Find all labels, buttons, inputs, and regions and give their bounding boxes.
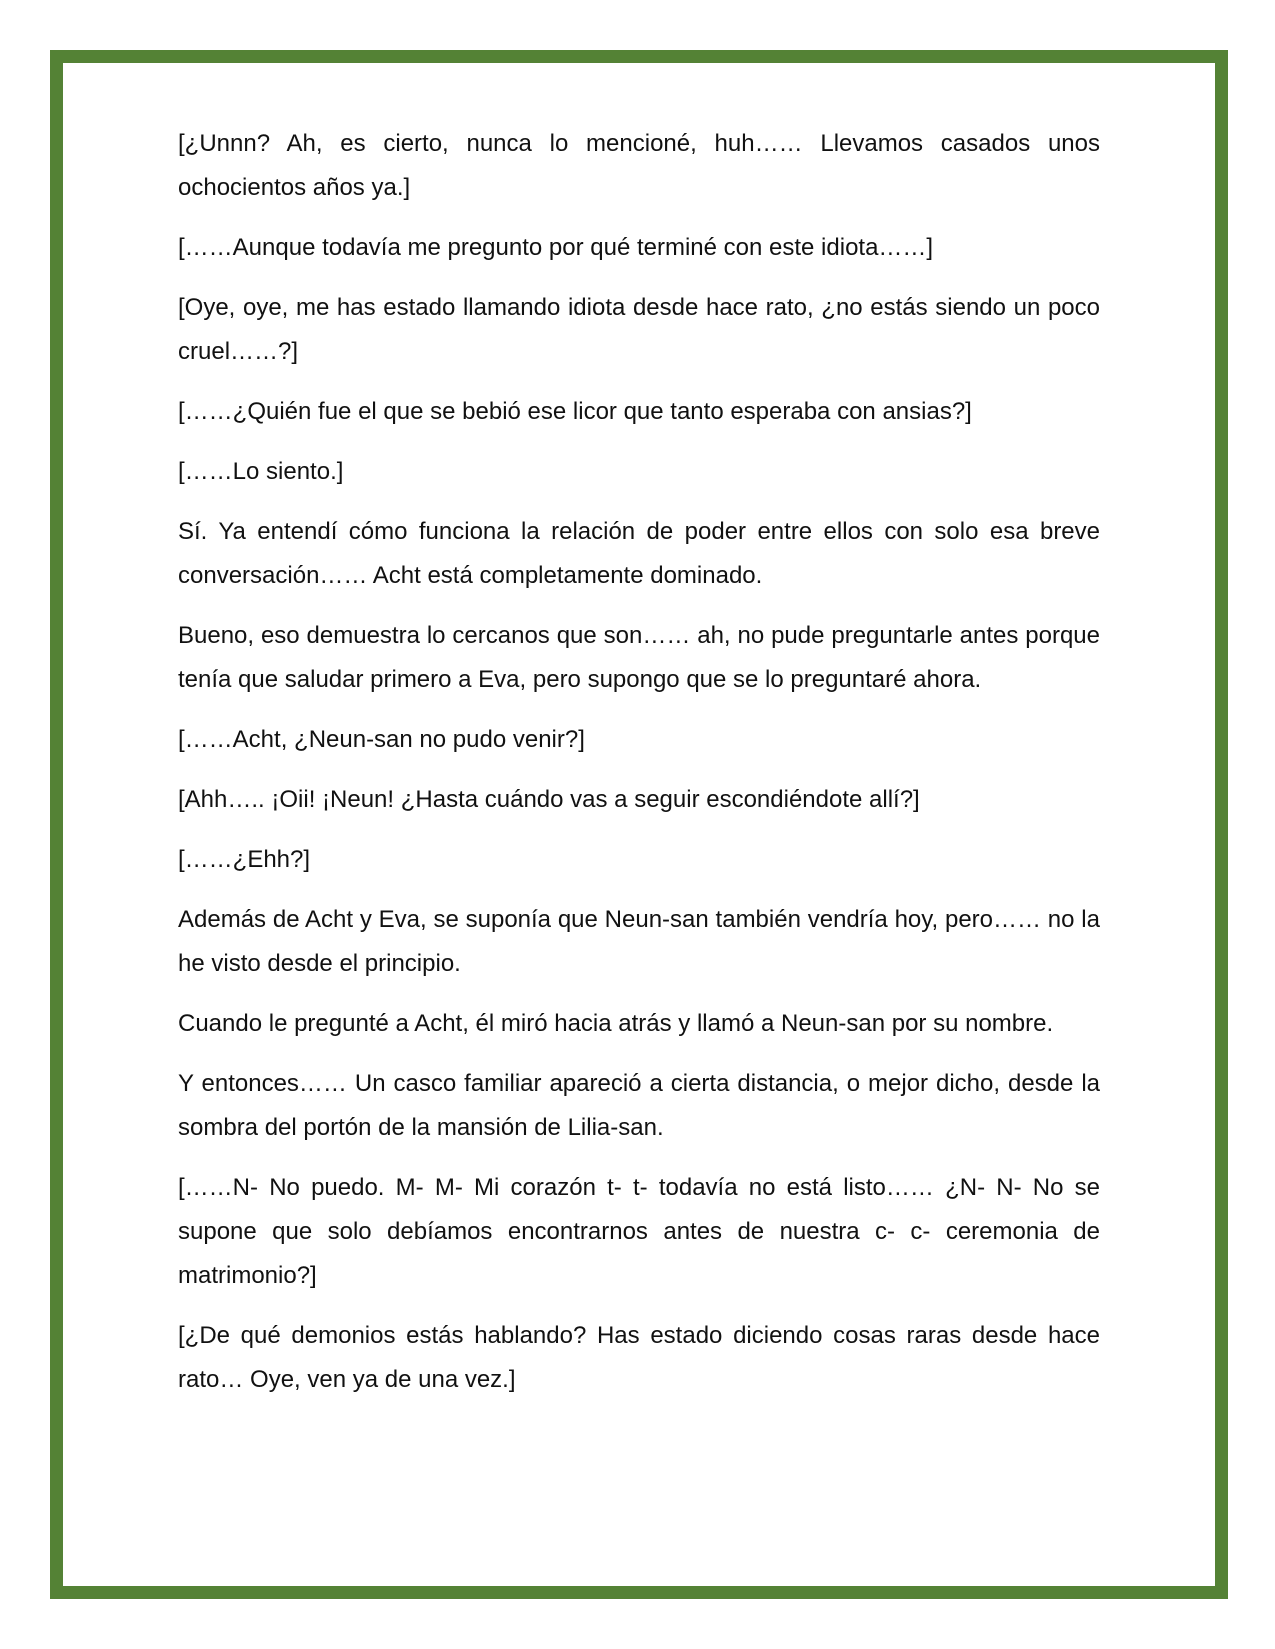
paragraph: Sí. Ya entendí cómo funciona la relación de poder entre ellos con solo esa breve conversación…… Acht está completamente dominado. xyxy=(178,518,1100,589)
paragraph: [¿Unnn? Ah, es cierto, nunca lo mencioné, huh…… Llevamos casados unos ochocientos años ya.] xyxy=(178,130,1100,201)
paragraph: Cuando le pregunté a Acht, él miró hacia atrás y llamó a Neun-san por su nombre. xyxy=(178,1010,1054,1037)
paragraph: Además de Acht y Eva, se suponía que Neun-san también vendría hoy, pero…… no la he visto desde el principio. xyxy=(178,906,1100,977)
paragraph: [……Lo siento.] xyxy=(178,458,344,485)
paragraph: [……Acht, ¿Neun-san no pudo venir?] xyxy=(178,726,585,753)
paragraph: [……N- No puedo. M- M- Mi corazón t- t- todavía no está listo…… ¿N- N- No se supone que solo debíamos encontrarnos antes de nuestra c- c- ceremonia de matrimonio?] xyxy=(178,1174,1100,1289)
document-body xyxy=(178,122,1100,1418)
paragraph: [Ahh….. ¡Oii! ¡Neun! ¿Hasta cuándo vas a seguir escondiéndote allí?] xyxy=(178,786,920,813)
paragraph: [……¿Ehh?] xyxy=(178,846,311,873)
paragraph: Y entonces…… Un casco familiar apareció a cierta distancia, o mejor dicho, desde la sombra del portón de la mansión de Lilia-san. xyxy=(178,1070,1100,1141)
paragraph: [……Aunque todavía me pregunto por qué terminé con este idiota……] xyxy=(178,234,934,261)
paragraph: [¿De qué demonios estás hablando? Has estado diciendo cosas raras desde hace rato… Oye, ven ya de una vez.] xyxy=(178,1322,1100,1393)
paragraph: Bueno, eso demuestra lo cercanos que son…… ah, no pude preguntarle antes porque tenía que saludar primero a Eva, pero supongo que se lo preguntaré ahora. xyxy=(178,622,1100,693)
paragraph: [……¿Quién fue el que se bebió ese licor que tanto esperaba con ansias?] xyxy=(178,398,972,425)
paragraph: [Oye, oye, me has estado llamando idiota desde hace rato, ¿no estás siendo un poco cruel……?] xyxy=(178,294,1100,365)
